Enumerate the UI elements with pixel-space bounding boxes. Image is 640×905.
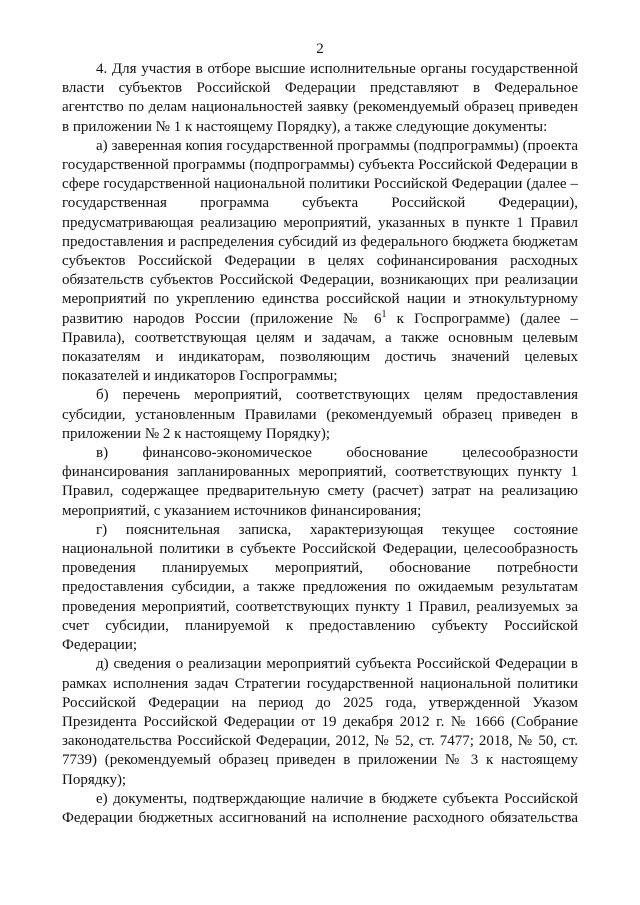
paragraph-item-b: б) перечень мероприятий, соответствующих целям предоставления субсидии, установленным Правилами (рекомендуемый образец приведен в приложении № 2 к настоящему Порядку);	[62, 387, 578, 442]
paragraph-item-a	[62, 137, 578, 387]
page-number: 2	[316, 41, 324, 57]
paragraph-item-g: г) пояснительная записка, характеризующая текущее состояние национальной политики в субъекте Российской Федерации, целесообразность проведения планируемых мероприятий, обоснование потребности предоставления субсидии, а также предложения по ожидаемым результатам проведения мероприятий, соответствующих пункту 1 Правил, реализуемых за счет субсидии, планируемой к предоставлению субъекту Российской Федерации;	[62, 521, 578, 654]
paragraph-item-4: 4. Для участия в отборе высшие исполнительные органы государственной власти субъектов Российской Федерации представляют в Федеральное агентство по делам национальностей заявку (рекомендуемый образец приведен в приложении № 1 к настоящему Порядку), а также следующие документы:	[62, 61, 578, 135]
paragraph-item-d: д) сведения о реализации мероприятий субъекта Российской Федерации в рамках исполнения задач Стратегии государственной национальной политики Российской Федерации на период до 2025 года, утвержденной Указом Президента Российской Федерации от 19 декабря 2012 г. № 1666 (Собрание законодательства Российской Федерации, 2012, № 52, ст. 7477; 2018, № 50, ст. 7739) (рекомендуемый образец приведен в приложении № 3 к настоящему Порядку);	[62, 656, 578, 788]
document-body	[62, 60, 578, 828]
paragraph-item-v: в) финансово-экономическое обоснование целесообразности финансирования запланированных мероприятий, соответствующих пункту 1 Правил, содержащее предварительную смету (расчет) затрат на реализацию мероприятий, с указанием источников финансирования;	[62, 445, 578, 519]
superscript-mark: 1	[381, 308, 387, 320]
paragraph-item-a-text-continued: к Госпрограмме) (далее – Правила), соответствующая целям и задачам, а также основным целевым показателям и индикаторам, позволяющим достичь значений целевых показателей и индикаторов Госпрограммы;	[62, 310, 578, 385]
paragraph-item-a-text: а) заверенная копия государственной программы (подпрограммы) (проекта государственной программы (подпрограммы) субъекта Российской Федерации в сфере государственной национальной политики Российской Федерации (далее – государственная программа субъекта Российской Федерации), предусматривающая реализацию мероприятий, указанных в пункте 1 Правил предоставления и распределения субсидий из федерального бюджета бюджетам субъектов Российской Федерации в целях софинансирования расходных обязательств субъектов Российской Федерации, возникающих при реализации мероприятий по укреплению единства российской нации и этнокультурному развитию народов России (приложение № 6	[62, 137, 578, 327]
paragraph-item-e: е) документы, подтверждающие наличие в бюджете субъекта Российской Федерации бюджетных ассигнований на исполнение расходного обязательства	[62, 790, 578, 826]
